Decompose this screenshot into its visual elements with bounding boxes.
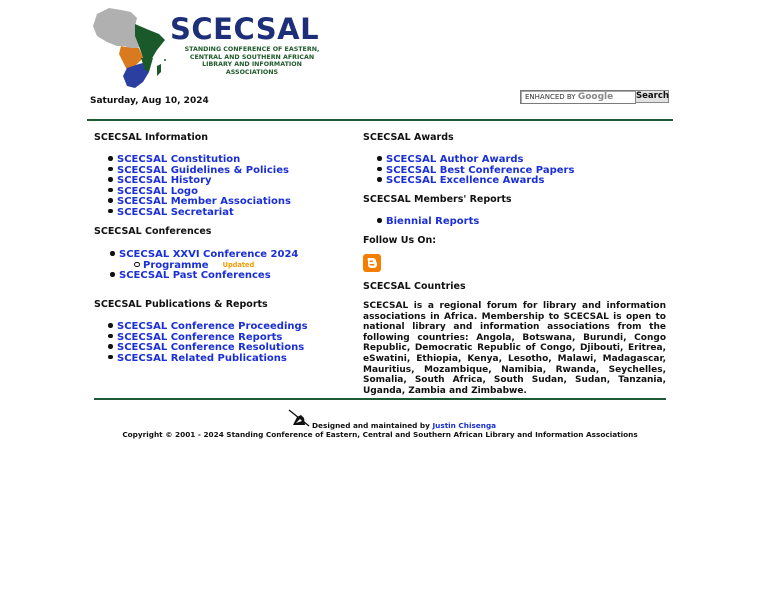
programme-link[interactable]: Programme	[143, 259, 209, 271]
follow-heading: Follow Us On:	[363, 235, 437, 246]
awards-heading: SCECSAL Awards	[363, 132, 454, 143]
list-item	[363, 214, 479, 225]
logo-subtitle: STANDING CONFERENCE OF EASTERN, CENTRAL AND SOUTHERN AFRICAN LIBRARY AND INFORMATION ASSOCIATIONS	[184, 46, 320, 76]
list-item	[94, 351, 308, 362]
conferences-heading: SCECSAL Conferences	[94, 226, 212, 237]
logo-link[interactable]: SCECSAL Logo	[117, 185, 198, 197]
list-item	[94, 319, 308, 330]
search-input[interactable]	[520, 90, 636, 104]
list-item	[94, 205, 291, 216]
list-item	[94, 163, 291, 174]
secretariat-link[interactable]: SCECSAL Secretariat	[117, 206, 234, 218]
search-button[interactable]: Search	[636, 91, 669, 101]
copyright-text: Copyright © 2001 - 2024 Standing Conference of Eastern, Central and Southern African Library and Information Associations	[122, 430, 638, 439]
list-item	[96, 258, 298, 269]
designer-icon	[288, 409, 310, 427]
designer-link[interactable]: Justin Chisenga	[432, 421, 497, 430]
list-item	[94, 173, 291, 187]
conference-2024-link[interactable]: SCECSAL XXVI Conference 2024	[119, 249, 299, 260]
history-link[interactable]: SCECSAL History	[117, 175, 212, 187]
search-input-label: ENHANCED BY	[525, 93, 576, 101]
list-item	[94, 184, 291, 195]
resolutions-link[interactable]: SCECSAL Conference Resolutions	[117, 342, 305, 354]
guidelines-link[interactable]: SCECSAL Guidelines & Policies	[117, 164, 289, 176]
conference-reports-link[interactable]: SCECSAL Conference Reports	[117, 331, 283, 343]
past-conferences-link[interactable]: SCECSAL Past Conferences	[119, 270, 271, 282]
related-publications-link[interactable]: SCECSAL Related Publications	[117, 352, 287, 364]
countries-description: SCECSAL is a regional forum for library and information associations in Africa. Membership to SCECSAL is open to national library and information associations from the following countries: Angola, Botswana, Burundi, Congo Republic, Democratic Republic of Congo, Djibouti, Eritrea, eSwatini, Ethiopia, Kenya, Lesotho, Malawi, Madagascar, Mauritius, Mozambique, Namibia, Rwanda, Seychelles, Somalia, South Africa, South Sudan, Sudan, Tanzania, Uganda, Zambia and Zimbabwe.	[363, 301, 666, 396]
publications-list	[94, 319, 308, 364]
designed-text: Designed and maintained by	[312, 421, 430, 430]
current-date: Saturday, Aug 10, 2024	[90, 96, 209, 106]
member-associations-link[interactable]: SCECSAL Member Associations	[117, 196, 291, 208]
header-divider	[87, 119, 673, 121]
africa-map-icon	[91, 6, 171, 88]
list-item	[363, 152, 574, 163]
updated-badge: Updated	[222, 260, 255, 269]
list-item	[96, 268, 298, 282]
awards-list	[363, 152, 575, 187]
scecsal-logo[interactable]	[91, 6, 327, 88]
best-papers-link[interactable]: SCECSAL Best Conference Papers	[386, 164, 575, 176]
publications-heading: SCECSAL Publications & Reports	[94, 299, 268, 310]
footer-divider	[94, 398, 666, 400]
list-item	[94, 194, 291, 208]
logo-title: SCECSAL	[170, 12, 320, 46]
conferences-list	[96, 247, 299, 282]
list-item	[363, 173, 574, 187]
footer-designed-by	[312, 421, 496, 430]
list-item	[96, 247, 298, 258]
list-item	[94, 152, 291, 163]
constitution-link[interactable]: SCECSAL Constitution	[117, 154, 241, 165]
members-reports-heading: SCECSAL Members' Reports	[363, 194, 512, 205]
proceedings-link[interactable]: SCECSAL Conference Proceedings	[117, 321, 308, 332]
blogger-icon[interactable]	[363, 254, 381, 272]
countries-heading: SCECSAL Countries	[363, 281, 466, 292]
list-item	[94, 340, 308, 354]
members-reports-list	[363, 214, 479, 225]
information-list	[94, 152, 291, 216]
list-item	[94, 330, 308, 341]
list-item	[363, 163, 574, 174]
excellence-awards-link[interactable]: SCECSAL Excellence Awards	[386, 175, 545, 187]
author-awards-link[interactable]: SCECSAL Author Awards	[386, 154, 524, 165]
biennial-reports-link[interactable]: Biennial Reports	[386, 216, 480, 227]
information-heading: SCECSAL Information	[94, 132, 209, 143]
google-brand: Google	[577, 92, 614, 102]
